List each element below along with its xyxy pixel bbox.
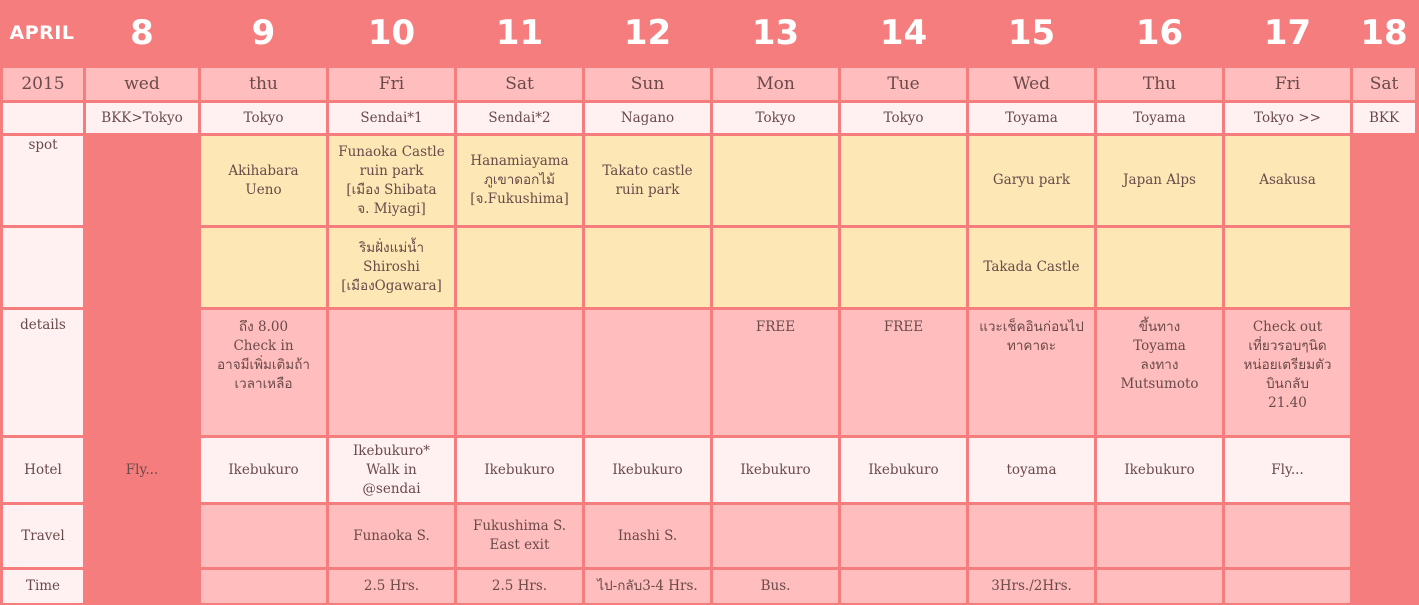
hotel-cell: Ikebukuro [585,438,710,502]
travel-cell: Inashi S. [585,505,710,567]
spot-secondary-cell [457,228,582,307]
details-cell [329,310,454,435]
day-city: BKK>Tokyo [86,103,198,133]
time-cell [201,570,326,603]
day-date: 16 [1135,12,1184,53]
day-weekday: Fri [1225,68,1350,100]
day-date: 17 [1263,12,1312,53]
day-weekday: Mon [713,68,838,100]
row-label-time: Time [3,570,83,603]
spot-secondary-cell [1097,228,1222,307]
spot-cell: Akihabara Ueno [201,136,326,225]
day-weekday: wed [86,68,198,100]
day-city: Nagano [585,103,710,133]
travel-cell [201,505,326,567]
time-cell: Bus. [713,570,838,603]
spot-secondary-cell [585,228,710,307]
details-cell: แวะเช็คอินก่อนไป ทาคาดะ [969,310,1094,435]
spot-cell: Japan Alps [1097,136,1222,225]
hotel-cell: Ikebukuro [201,438,326,502]
row-label-travel: Travel [3,505,83,567]
month-label: APRIL [9,21,75,44]
details-cell [585,310,710,435]
hotel-cell: Ikebukuro [1097,438,1222,502]
fly-note-start: Fly... [125,461,159,478]
day-date: 10 [367,12,416,53]
day-city: Tokyo [713,103,838,133]
time-cell: 2.5 Hrs. [457,570,582,603]
day-date: 15 [1007,12,1056,53]
day-city: BKK [1353,103,1415,133]
hotel-cell: Ikebukuro [713,438,838,502]
blank-label-cell [3,103,83,133]
travel-cell [1225,505,1350,567]
spot-cell [841,136,966,225]
day-weekday: Sun [585,68,710,100]
day-weekday: Fri [329,68,454,100]
day-city: Sendai*1 [329,103,454,133]
travel-cell: Fukushima S. East exit [457,505,582,567]
hotel-cell: Ikebukuro [457,438,582,502]
day-city: Sendai*2 [457,103,582,133]
time-cell [841,570,966,603]
spot-cell: Hanamiayama ภูเขาดอกไม้ [จ.Fukushima] [457,136,582,225]
day-date: 13 [751,12,800,53]
details-cell: Check out เที่ยวรอบๆนิด หน่อยเตรียมตัว บินกลับ 21.40 [1225,310,1350,435]
time-cell: 2.5 Hrs. [329,570,454,603]
travel-cell [1097,505,1222,567]
details-cell [457,310,582,435]
time-cell [1097,570,1222,603]
day-date: 18 [1360,12,1408,53]
day-weekday: Sat [457,68,582,100]
row-label-spot-2 [3,228,83,307]
day-city: Tokyo [841,103,966,133]
day-weekday: Sat [1353,68,1415,100]
row-label-hotel: Hotel [3,438,83,502]
spot-cell: Garyu park [969,136,1094,225]
time-cell: 3Hrs./2Hrs. [969,570,1094,603]
day-weekday: Wed [969,68,1094,100]
day-date: 11 [495,12,544,53]
day-date: 9 [251,12,276,53]
time-cell: ไป-กลับ3-4 Hrs. [585,570,710,603]
details-cell: FREE [713,310,838,435]
travel-cell [841,505,966,567]
time-cell [1225,570,1350,603]
day-weekday: thu [201,68,326,100]
spot-cell: Funaoka Castle ruin park [เมือง Shibata จ. Miyagi] [329,136,454,225]
hotel-cell: toyama [969,438,1094,502]
spot-secondary-cell [713,228,838,307]
spot-cell: Takato castle ruin park [585,136,710,225]
hotel-cell: Ikebukuro [841,438,966,502]
day-date: 14 [879,12,928,53]
travel-cell [969,505,1094,567]
spot-secondary-cell [201,228,326,307]
spot-secondary-cell [1225,228,1350,307]
day-city: Tokyo >> [1225,103,1350,133]
hotel-cell: Fly... [1225,438,1350,502]
spot-secondary-cell: Takada Castle [969,228,1094,307]
day-date: 8 [130,12,154,53]
day-city: Toyama [1097,103,1222,133]
travel-cell: Funaoka S. [329,505,454,567]
day-weekday: Thu [1097,68,1222,100]
hotel-cell: Ikebukuro* Walk in @sendai [329,438,454,502]
day-date: 12 [623,12,672,53]
day-weekday: Tue [841,68,966,100]
details-cell: ถึง 8.00 Check in อาจมีเพิ่มเติมถ้า เวลาเหลือ [201,310,326,435]
spot-secondary-cell [841,228,966,307]
spot-secondary-cell: ริมฝั่งแม่น้ำ Shiroshi [เมืองOgawara] [329,228,454,307]
day-city: Tokyo [201,103,326,133]
details-cell: FREE [841,310,966,435]
year-cell: 2015 [3,68,83,100]
details-cell: ขึ้นทาง Toyama ลงทาง Mutsumoto [1097,310,1222,435]
row-label-spot: spot [3,136,83,225]
spot-cell [713,136,838,225]
day-city: Toyama [969,103,1094,133]
travel-cell [713,505,838,567]
row-label-details: details [3,310,83,435]
spot-cell: Asakusa [1225,136,1350,225]
